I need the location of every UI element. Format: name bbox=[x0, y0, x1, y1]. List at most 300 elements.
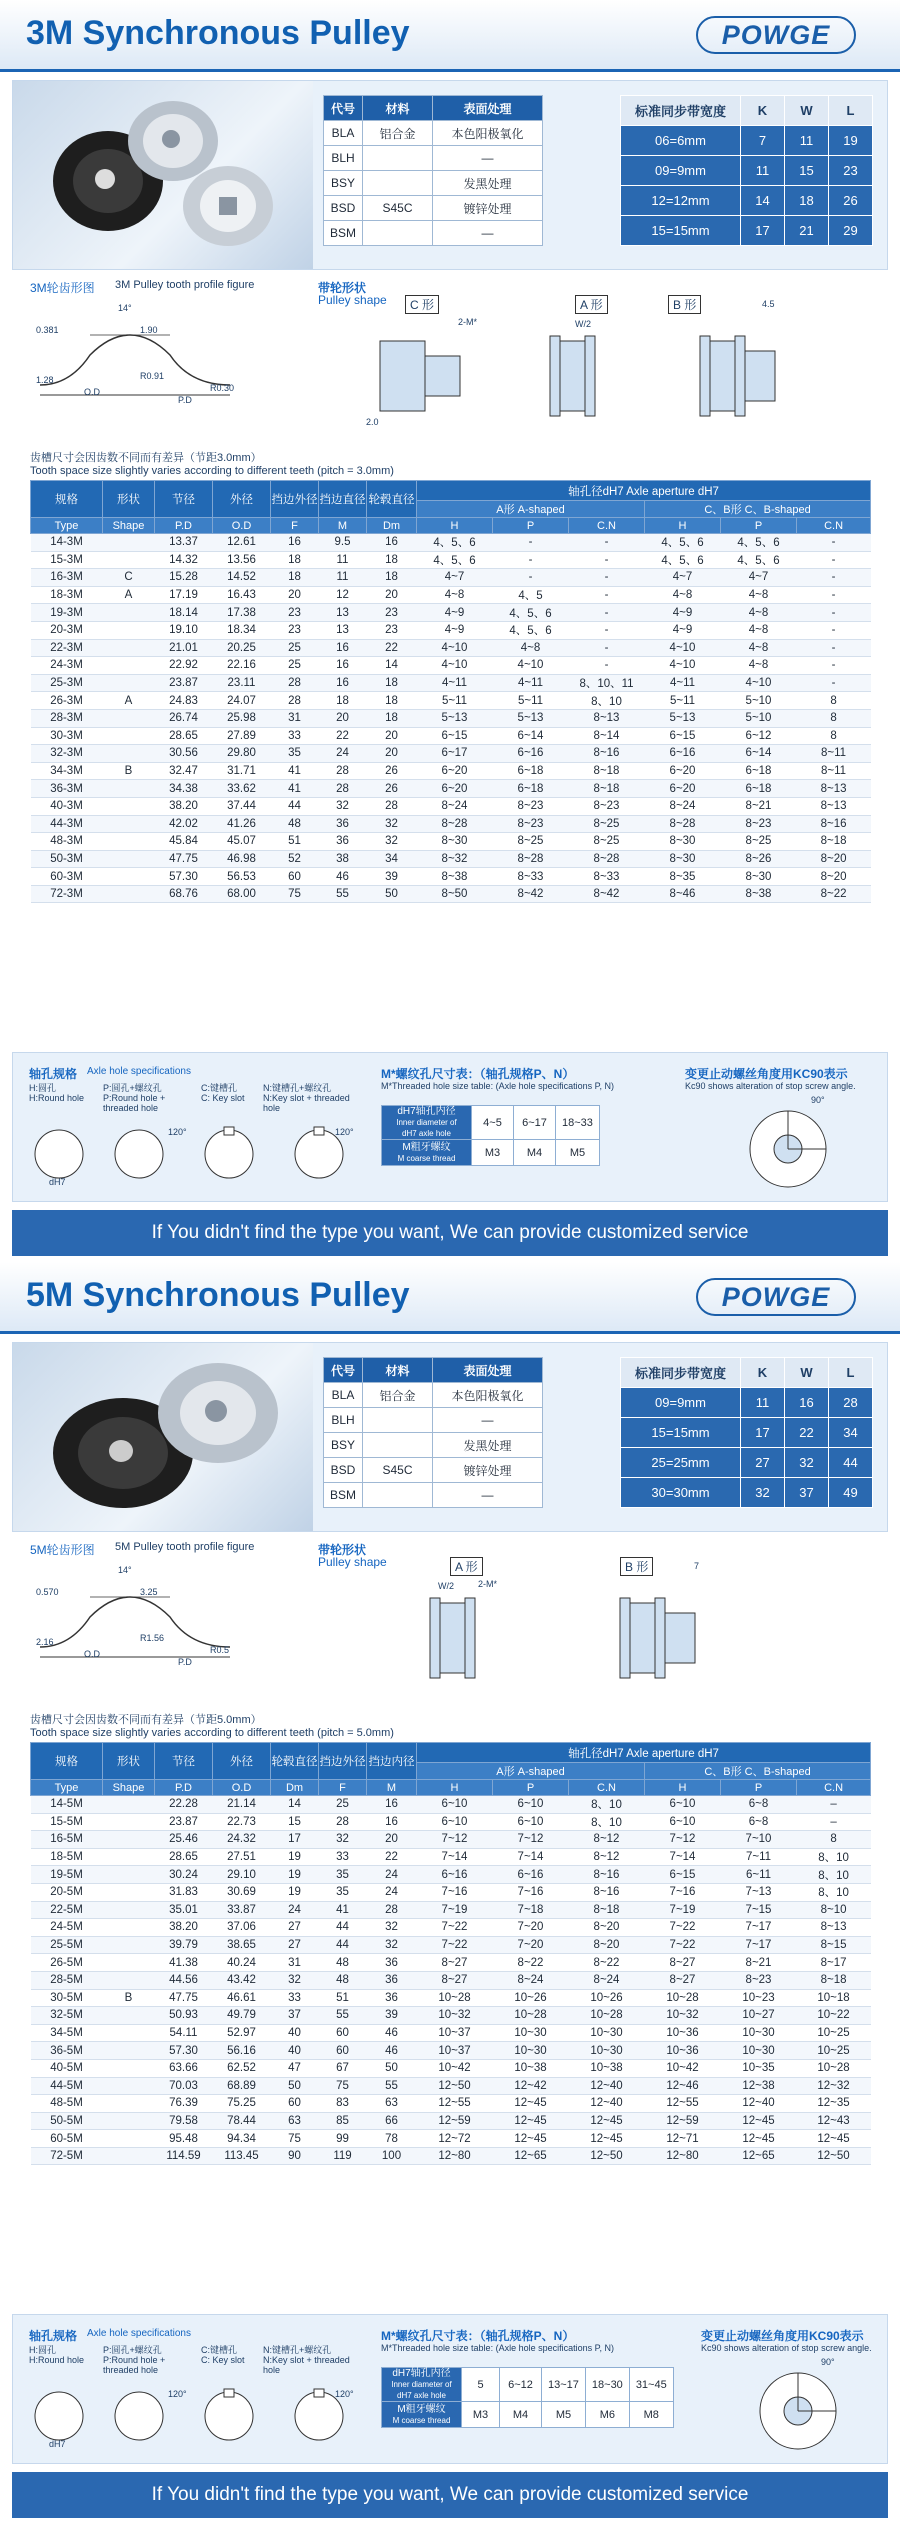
cell: 09=9mm bbox=[621, 1388, 741, 1418]
cell: 镀锌处理 bbox=[433, 1458, 543, 1483]
hole-type-en: N:Key slot + threaded hole bbox=[263, 2355, 350, 2375]
cell: 30.56 bbox=[155, 745, 213, 763]
table-row bbox=[31, 2095, 871, 2113]
cell: 6~10 bbox=[417, 1796, 493, 1814]
dim-label: R1.56 bbox=[140, 1633, 165, 1643]
cell: 40.24 bbox=[213, 1954, 271, 1972]
cell: 10~35 bbox=[721, 2059, 797, 2077]
cell: - bbox=[797, 604, 871, 622]
cell: 8~18 bbox=[569, 780, 645, 798]
cell: - bbox=[569, 534, 645, 552]
cell: 46 bbox=[319, 868, 367, 886]
cell: 56.53 bbox=[213, 868, 271, 886]
cell: 6~12 bbox=[721, 727, 797, 745]
cell: 46.61 bbox=[213, 1989, 271, 2007]
cell: 48 bbox=[271, 815, 319, 833]
cell: 75.25 bbox=[213, 2095, 271, 2113]
cell: 8~24 bbox=[417, 797, 493, 815]
cell: - bbox=[569, 551, 645, 569]
cell: 6~20 bbox=[645, 762, 721, 780]
cell: 12~55 bbox=[645, 2095, 721, 2113]
cell: 8~16 bbox=[797, 815, 871, 833]
cell: 4~7 bbox=[417, 569, 493, 587]
cell: - bbox=[569, 586, 645, 604]
axle-spec-panel bbox=[12, 2314, 888, 2464]
col-header: A形 A-shaped bbox=[417, 1763, 645, 1780]
cell: 28.65 bbox=[155, 727, 213, 745]
cell: 8~13 bbox=[569, 709, 645, 727]
cell: 43.42 bbox=[213, 1971, 271, 1989]
cell: 10~37 bbox=[417, 2042, 493, 2060]
thread-title-en: M*Threaded hole size table: (Axle hole specifications P, N) bbox=[381, 2343, 614, 2353]
cell: 8~12 bbox=[569, 1831, 645, 1849]
cell: 5~13 bbox=[417, 709, 493, 727]
belt-width-table bbox=[620, 95, 873, 246]
cell: 55 bbox=[319, 885, 367, 903]
cell bbox=[103, 2042, 155, 2060]
col-header: 挡边外径 bbox=[319, 1743, 367, 1780]
cell: 8~25 bbox=[493, 833, 569, 851]
tooth-title-en: 5M Pulley tooth profile figure bbox=[115, 1541, 255, 1553]
cell: 6~15 bbox=[645, 727, 721, 745]
cell: 7~20 bbox=[493, 1936, 569, 1954]
cell: 6~18 bbox=[493, 780, 569, 798]
cell: 51 bbox=[271, 833, 319, 851]
cell: 29.10 bbox=[213, 1866, 271, 1884]
col-header: F bbox=[271, 518, 319, 534]
cell: B bbox=[103, 1989, 155, 2007]
cell: 85 bbox=[319, 2112, 367, 2130]
thread-table bbox=[381, 1105, 600, 1166]
cell: 50-5M bbox=[31, 2112, 103, 2130]
cell: 22.73 bbox=[213, 1813, 271, 1831]
cell: 8、10、11 bbox=[569, 674, 645, 692]
cell: 32 bbox=[367, 1936, 417, 1954]
table-header: 代号 bbox=[324, 1358, 363, 1383]
cell: S45C bbox=[363, 196, 433, 221]
cell: 8~18 bbox=[797, 1971, 871, 1989]
cell: 33.62 bbox=[213, 780, 271, 798]
hole-type-en: C: Key slot bbox=[201, 1093, 245, 1103]
cell: 10~30 bbox=[569, 2024, 645, 2042]
thread-header-cn: dH7轴孔内径 bbox=[397, 1106, 456, 1117]
cell: 28 bbox=[367, 1901, 417, 1919]
angle-label: 120° bbox=[335, 1127, 354, 1137]
dim-label: R0.30 bbox=[210, 383, 235, 393]
cell: 12~50 bbox=[797, 2147, 871, 2165]
cell: 10~36 bbox=[645, 2024, 721, 2042]
cell: 12~42 bbox=[493, 2077, 569, 2095]
cell: 36 bbox=[367, 1954, 417, 1972]
cell: 37.06 bbox=[213, 1919, 271, 1937]
cell: 4、5、6 bbox=[721, 534, 797, 552]
cell: 29.80 bbox=[213, 745, 271, 763]
cell: 10~25 bbox=[797, 2024, 871, 2042]
cell: 13.37 bbox=[155, 534, 213, 552]
cell: 47.75 bbox=[155, 1989, 213, 2007]
cell: 7~10 bbox=[721, 1831, 797, 1849]
cell: 50 bbox=[271, 2077, 319, 2095]
cell: 12~45 bbox=[797, 2130, 871, 2148]
cell: 8~21 bbox=[721, 797, 797, 815]
cell: M5 bbox=[556, 1140, 600, 1166]
cell: 39 bbox=[367, 868, 417, 886]
cell: 16 bbox=[785, 1388, 829, 1418]
cell: 6~8 bbox=[721, 1796, 797, 1814]
table-row bbox=[31, 2130, 871, 2148]
cell: 18.34 bbox=[213, 621, 271, 639]
col-header: Dm bbox=[271, 1780, 319, 1796]
pulley-image bbox=[13, 81, 313, 269]
thread-header bbox=[382, 1140, 472, 1166]
cell: 44 bbox=[271, 797, 319, 815]
cell: 12~45 bbox=[493, 2112, 569, 2130]
cell: 12~59 bbox=[417, 2112, 493, 2130]
cell: 36-3M bbox=[31, 780, 103, 798]
cell: 8~20 bbox=[797, 868, 871, 886]
cell: 32 bbox=[367, 1919, 417, 1937]
cell: 4、5、6 bbox=[645, 551, 721, 569]
col-header: Dm bbox=[367, 518, 417, 534]
dim-label: 3.25 bbox=[140, 1587, 158, 1597]
cell: A bbox=[103, 586, 155, 604]
cell: 16 bbox=[319, 639, 367, 657]
cell: 22.28 bbox=[155, 1796, 213, 1814]
cell: 21.14 bbox=[213, 1796, 271, 1814]
cell: 23 bbox=[271, 621, 319, 639]
cell: 8~30 bbox=[721, 868, 797, 886]
col-header: Shape bbox=[103, 518, 155, 534]
col-header: C.N bbox=[569, 518, 645, 534]
col-header: P bbox=[721, 518, 797, 534]
cell: BSY bbox=[324, 1433, 363, 1458]
cell: 24 bbox=[319, 745, 367, 763]
cell: 29 bbox=[829, 216, 873, 246]
thread-table bbox=[381, 2367, 674, 2428]
cell: 20 bbox=[367, 727, 417, 745]
cell: 10~36 bbox=[645, 2042, 721, 2060]
cell: 4~10 bbox=[493, 657, 569, 675]
cell: 48 bbox=[319, 1971, 367, 1989]
cell: 37 bbox=[271, 2007, 319, 2025]
pulley-photo bbox=[13, 81, 313, 269]
drawings-3m bbox=[0, 275, 900, 475]
table-row bbox=[31, 885, 871, 903]
table-row bbox=[31, 1919, 871, 1937]
cell: 8~20 bbox=[569, 1936, 645, 1954]
cell: 8~46 bbox=[645, 885, 721, 903]
cell: 8~20 bbox=[569, 1919, 645, 1937]
cell: 49.79 bbox=[213, 2007, 271, 2025]
cell: 4、5、6 bbox=[721, 551, 797, 569]
cell bbox=[103, 815, 155, 833]
cell: 36 bbox=[319, 815, 367, 833]
table-header: 标准同步带宽度 bbox=[621, 1358, 741, 1388]
cell: 8~25 bbox=[569, 815, 645, 833]
cell: 27 bbox=[271, 1919, 319, 1937]
hole-diagrams bbox=[29, 2381, 369, 2451]
dim-label: W/2 bbox=[438, 1581, 455, 1591]
table-row bbox=[31, 833, 871, 851]
cell: 31 bbox=[271, 709, 319, 727]
cell: 34.38 bbox=[155, 780, 213, 798]
cell: 12~55 bbox=[417, 2095, 493, 2113]
header-5m bbox=[0, 1262, 900, 1334]
cell: 4、5、6 bbox=[493, 621, 569, 639]
cell: 40 bbox=[271, 2024, 319, 2042]
cell: 40-3M bbox=[31, 797, 103, 815]
cell: 8~11 bbox=[797, 762, 871, 780]
dim-label: 2.16 bbox=[36, 1637, 54, 1647]
cell: 8~10 bbox=[797, 1901, 871, 1919]
thread-header bbox=[382, 2402, 462, 2428]
material-table bbox=[323, 1357, 543, 1508]
cell: 本色阳极氧化 bbox=[433, 121, 543, 146]
dim-label: 7 bbox=[694, 1561, 700, 1571]
tooth-note-cn: 齿槽尺寸会因齿数不同而有差异（节距5.0mm） bbox=[30, 1714, 262, 1726]
hole-type-en: H:Round hole bbox=[29, 1093, 85, 1103]
cell: 12~50 bbox=[417, 2077, 493, 2095]
cell: 56.16 bbox=[213, 2042, 271, 2060]
cell: 12~80 bbox=[645, 2147, 721, 2165]
cell: 4~11 bbox=[493, 674, 569, 692]
cell: 8~25 bbox=[721, 833, 797, 851]
col-header: 外径 bbox=[213, 1743, 271, 1780]
cell: 4~9 bbox=[645, 604, 721, 622]
cell: 25-5M bbox=[31, 1936, 103, 1954]
cell: 10~28 bbox=[493, 2007, 569, 2025]
cell bbox=[103, 1901, 155, 1919]
cell: 10~38 bbox=[493, 2059, 569, 2077]
cell: 8~32 bbox=[417, 850, 493, 868]
cell: 48-3M bbox=[31, 833, 103, 851]
table-header: 标准同步带宽度 bbox=[621, 96, 741, 126]
cell: 8~30 bbox=[645, 850, 721, 868]
cell: 49 bbox=[829, 1478, 873, 1508]
cell: 8~21 bbox=[721, 1954, 797, 1972]
cell: BLA bbox=[324, 121, 363, 146]
cell: - bbox=[493, 551, 569, 569]
cell: 16-5M bbox=[31, 1831, 103, 1849]
cell: 12 bbox=[319, 586, 367, 604]
angle-label: 120° bbox=[168, 1127, 187, 1137]
cell: 13 bbox=[319, 604, 367, 622]
cell: 38.65 bbox=[213, 1936, 271, 1954]
cell: 44.56 bbox=[155, 1971, 213, 1989]
cell: 12~45 bbox=[721, 2112, 797, 2130]
cell: 4、5、6 bbox=[493, 604, 569, 622]
hole-title-cn: 轴孔规格 bbox=[29, 2329, 78, 2343]
shape-title-cn: 带轮形状 bbox=[318, 281, 367, 295]
cell: 4~10 bbox=[417, 639, 493, 657]
cell bbox=[103, 2112, 155, 2130]
cell: 23 bbox=[367, 604, 417, 622]
col-header: C、B形 C、B-shaped bbox=[645, 501, 871, 518]
kc-title: 变更止动螺丝角度用KC90表示 bbox=[701, 2329, 864, 2343]
cell: 17.38 bbox=[213, 604, 271, 622]
cell: 7~12 bbox=[493, 1831, 569, 1849]
cell: 114.59 bbox=[155, 2147, 213, 2165]
col-header: H bbox=[417, 518, 493, 534]
col-header: 轮毂直径 bbox=[367, 481, 417, 518]
cell: 12~35 bbox=[797, 2095, 871, 2113]
cell: 17 bbox=[741, 1418, 785, 1448]
cell bbox=[103, 2147, 155, 2165]
cell: - bbox=[797, 674, 871, 692]
col-header: Shape bbox=[103, 1780, 155, 1796]
cell: 8~18 bbox=[569, 1901, 645, 1919]
cell: 28 bbox=[829, 1388, 873, 1418]
cell: 30=30mm bbox=[621, 1478, 741, 1508]
cell: 39 bbox=[367, 2007, 417, 2025]
cell: 30.69 bbox=[213, 1883, 271, 1901]
cell bbox=[103, 709, 155, 727]
cell: 95.48 bbox=[155, 2130, 213, 2148]
cell bbox=[363, 221, 433, 246]
cell: 4~11 bbox=[417, 674, 493, 692]
cell: 75 bbox=[319, 2077, 367, 2095]
cell: 66 bbox=[367, 2112, 417, 2130]
dim-label: R0.91 bbox=[140, 371, 165, 381]
cell: 60 bbox=[319, 2042, 367, 2060]
cell: 12~72 bbox=[417, 2130, 493, 2148]
table-header: L bbox=[829, 1358, 873, 1388]
cell: 18~33 bbox=[556, 1106, 600, 1140]
cell: 67 bbox=[319, 2059, 367, 2077]
cell: 4~10 bbox=[721, 674, 797, 692]
cell bbox=[103, 868, 155, 886]
cell: 22 bbox=[367, 1848, 417, 1866]
cell: 78 bbox=[367, 2130, 417, 2148]
thread-header-en: M coarse thread bbox=[397, 1153, 456, 1163]
cell: 10~28 bbox=[797, 2059, 871, 2077]
cell: 8~24 bbox=[493, 1971, 569, 1989]
cell: 8~17 bbox=[797, 1954, 871, 1972]
col-header: 形状 bbox=[103, 1743, 155, 1780]
cell: 26-3M bbox=[31, 692, 103, 710]
cell: 12~32 bbox=[797, 2077, 871, 2095]
cell: 28.65 bbox=[155, 1848, 213, 1866]
cell: 4~10 bbox=[645, 657, 721, 675]
cell: 4、5 bbox=[493, 586, 569, 604]
cell: 6~18 bbox=[493, 762, 569, 780]
cell: 34-3M bbox=[31, 762, 103, 780]
table-header: L bbox=[829, 96, 873, 126]
cell: S45C bbox=[363, 1458, 433, 1483]
cell: 35 bbox=[319, 1883, 367, 1901]
cell: — bbox=[433, 1483, 543, 1508]
cell: 28-5M bbox=[31, 1971, 103, 1989]
col-header: H bbox=[645, 518, 721, 534]
cell: 6~11 bbox=[721, 1866, 797, 1884]
cell: 10~30 bbox=[569, 2042, 645, 2060]
cell: BLA bbox=[324, 1383, 363, 1408]
pulley-shape-drawings bbox=[330, 1573, 850, 1723]
cell: 17 bbox=[271, 1831, 319, 1849]
cell: 20-5M bbox=[31, 1883, 103, 1901]
cell: BLH bbox=[324, 1408, 363, 1433]
cell: 10~32 bbox=[417, 2007, 493, 2025]
cell: 11 bbox=[741, 1388, 785, 1418]
cell bbox=[103, 1848, 155, 1866]
cell: 5~11 bbox=[417, 692, 493, 710]
col-header: Type bbox=[31, 518, 103, 534]
hole-type: C:键槽孔 bbox=[201, 1083, 238, 1093]
cell: 24.07 bbox=[213, 692, 271, 710]
dim-label: 2.0 bbox=[366, 417, 379, 427]
cell: 11 bbox=[741, 156, 785, 186]
col-header: 规格 bbox=[31, 481, 103, 518]
cell: 8~11 bbox=[797, 745, 871, 763]
cell: 76.39 bbox=[155, 2095, 213, 2113]
cell: 8~27 bbox=[417, 1954, 493, 1972]
table-row bbox=[31, 1813, 871, 1831]
cell: 12~65 bbox=[721, 2147, 797, 2165]
cell bbox=[363, 1433, 433, 1458]
cell: 7~18 bbox=[493, 1901, 569, 1919]
table-row bbox=[31, 1883, 871, 1901]
table-header: W bbox=[785, 96, 829, 126]
cell: 36 bbox=[319, 833, 367, 851]
cell: 8~16 bbox=[569, 1883, 645, 1901]
cell: 20 bbox=[367, 586, 417, 604]
cell: 6~12 bbox=[500, 2368, 542, 2402]
dim-label: P.D bbox=[178, 1657, 192, 1667]
cell: 22.92 bbox=[155, 657, 213, 675]
cell bbox=[103, 1936, 155, 1954]
tooth-profile-drawing bbox=[30, 295, 280, 425]
cell: 15.28 bbox=[155, 569, 213, 587]
cell: 25.98 bbox=[213, 709, 271, 727]
col-header: 轴孔径dH7 Axle aperture dH7 bbox=[417, 481, 871, 501]
cell: - bbox=[569, 621, 645, 639]
cell: 7~22 bbox=[417, 1919, 493, 1937]
thread-header bbox=[382, 1106, 472, 1140]
cell: 8~22 bbox=[569, 1954, 645, 1972]
cell: 6~20 bbox=[417, 780, 493, 798]
cell: 16 bbox=[319, 674, 367, 692]
cell: 62.52 bbox=[213, 2059, 271, 2077]
cell: 20-3M bbox=[31, 621, 103, 639]
cell: 35 bbox=[271, 745, 319, 763]
hole-type: H:圆孔 bbox=[29, 1083, 57, 1093]
col-header: Type bbox=[31, 1780, 103, 1796]
cell: 28 bbox=[319, 780, 367, 798]
cell: - bbox=[569, 639, 645, 657]
cell: 7~16 bbox=[645, 1883, 721, 1901]
cell: 18~30 bbox=[585, 2368, 629, 2402]
cell: 发黑处理 bbox=[433, 171, 543, 196]
cell: 113.45 bbox=[213, 2147, 271, 2165]
cell: 8~13 bbox=[797, 1919, 871, 1937]
cell: 17 bbox=[741, 216, 785, 246]
cell bbox=[103, 2024, 155, 2042]
table-row bbox=[31, 569, 871, 587]
cell: 31.83 bbox=[155, 1883, 213, 1901]
table-row bbox=[31, 2007, 871, 2025]
cell: 50 bbox=[367, 885, 417, 903]
cell: 60-3M bbox=[31, 868, 103, 886]
col-header: C.N bbox=[797, 1780, 871, 1796]
cell: 13.56 bbox=[213, 551, 271, 569]
cell: 8~27 bbox=[645, 1954, 721, 1972]
col-header: 轴孔径dH7 Axle aperture dH7 bbox=[417, 1743, 871, 1763]
shape-b-label: B 形 bbox=[668, 295, 701, 314]
kc90-diagram bbox=[743, 1099, 843, 1194]
cell: 镀锌处理 bbox=[433, 196, 543, 221]
cell: 28 bbox=[271, 692, 319, 710]
cell: 19-5M bbox=[31, 1866, 103, 1884]
